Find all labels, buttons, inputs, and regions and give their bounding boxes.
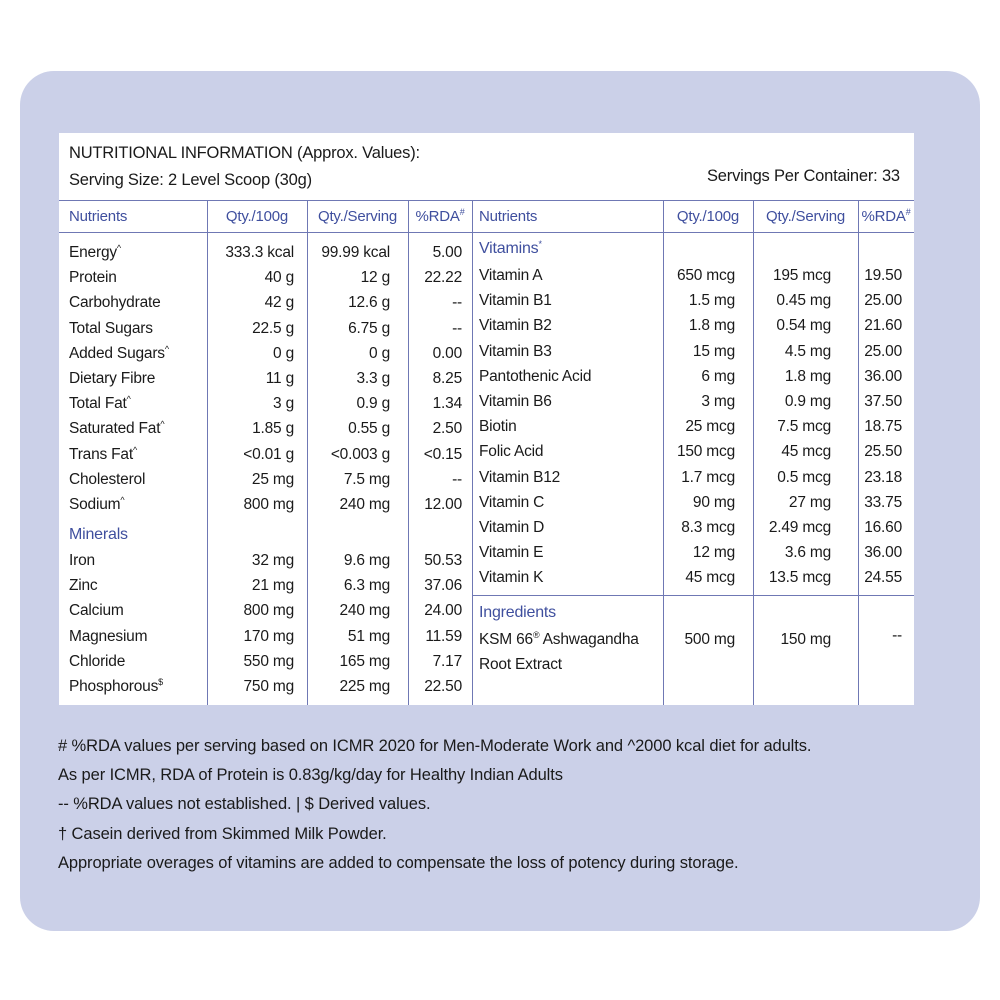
row-qty100: 22.5 g	[252, 319, 294, 337]
row-rda: --	[452, 319, 462, 337]
row-rda: 25.50	[864, 443, 902, 461]
serving-size: Serving Size: 2 Level Scoop (30g)	[69, 171, 312, 189]
row-name: Vitamin B3	[479, 342, 552, 360]
ingredient-rda: --	[892, 627, 902, 644]
row-qtyserving: 0.5 mcg	[777, 468, 831, 486]
row-qtyserving: 12 g	[360, 269, 390, 287]
row-qtyserving: 0.54 mg	[776, 317, 831, 335]
row-qty100: 12 mg	[692, 544, 735, 562]
row-rda: 11.59	[425, 627, 462, 645]
footnote-line: -- %RDA values not established. | $ Derived values.	[58, 795, 431, 814]
row-qtyserving: 27 mg	[788, 493, 831, 511]
row-name: Vitamin A	[479, 267, 543, 284]
col-header-rda: %RDA#	[415, 207, 465, 225]
col-header-rda: %RDA#	[861, 207, 911, 225]
row-qty100: 150 mcg	[676, 443, 735, 461]
row-name: Trans Fat^	[69, 444, 137, 463]
row-name: Carbohydrate	[69, 294, 161, 312]
row-qtyserving: 0.9 g	[356, 395, 390, 413]
row-name: Added Sugars^	[69, 343, 169, 362]
row-name: Total Fat^	[69, 394, 131, 413]
row-name: Magnesium	[69, 627, 148, 645]
row-qtyserving: 99.99 kcal	[321, 244, 390, 261]
row-qtyserving: 1.8 mg	[784, 367, 831, 385]
row-rda: 24.00	[424, 602, 462, 620]
row-qtyserving: 13.5 mcg	[768, 569, 831, 587]
ingredients-heading: Ingredients	[479, 604, 556, 621]
row-name: Saturated Fat^	[69, 419, 165, 438]
row-rda: 0.00	[432, 344, 462, 362]
row-qtyserving: 51 mg	[347, 627, 390, 645]
col-header-qty100: Qty./100g	[225, 208, 289, 225]
row-qty100: 550 mg	[243, 652, 294, 670]
row-name: Vitamin K	[479, 569, 544, 587]
row-qty100: 40 g	[264, 269, 294, 287]
row-qty100: 3 g	[273, 395, 294, 413]
row-name: Pantothenic Acid	[479, 367, 592, 385]
row-qty100: 1.8 mg	[688, 317, 735, 335]
row-name: Total Sugars	[69, 319, 153, 337]
row-qty100: 800 mg	[243, 602, 294, 620]
col-header-nutrients: Nutrients	[479, 208, 538, 225]
row-name: Biotin	[479, 418, 517, 436]
row-name: Folic Acid	[479, 443, 544, 461]
row-rda: 36.00	[864, 544, 902, 562]
row-qtyserving: 45 mcg	[781, 443, 831, 461]
row-qtyserving: 7.5 mg	[343, 470, 390, 488]
row-rda: 21.60	[864, 317, 902, 335]
rule-top	[59, 200, 914, 201]
row-qtyserving: 0 g	[369, 344, 390, 362]
row-qty100: 1.85 g	[252, 420, 294, 438]
row-name: Zinc	[69, 577, 98, 595]
row-qty100: <0.01 g	[243, 445, 294, 463]
row-rda: 16.60	[864, 519, 902, 536]
row-rda: 36.00	[864, 367, 902, 385]
row-rda: 19.50	[864, 267, 902, 284]
row-rda: 5.00	[432, 244, 462, 261]
row-qtyserving: 165 mg	[339, 652, 390, 670]
footnote-line: † Casein derived from Skimmed Milk Powder.	[58, 824, 387, 843]
row-qtyserving: 0.9 mg	[784, 393, 831, 410]
row-rda: 22.50	[424, 678, 462, 695]
row-name: Vitamin B1	[479, 292, 552, 310]
row-qty100: 11 g	[265, 370, 294, 387]
col-header-qtyserving: Qty./Serving	[317, 208, 398, 225]
row-name: Cholesterol	[69, 470, 146, 488]
row-qtyserving: 7.5 mcg	[777, 418, 831, 436]
row-qty100: 170 mg	[243, 627, 294, 645]
row-name: Energy^	[69, 243, 121, 261]
row-qtyserving: 195 mcg	[772, 267, 831, 284]
col-header-nutrients: Nutrients	[69, 208, 128, 225]
row-qty100: 15 mg	[692, 342, 735, 360]
ingredient-qtyserving: 150 mg	[780, 631, 831, 648]
row-qty100: 650 mcg	[676, 267, 735, 284]
row-name: Calcium	[69, 602, 124, 620]
row-rda: 37.50	[864, 393, 902, 410]
row-name: Phosphorous$	[69, 677, 163, 695]
row-qtyserving: 6.3 mg	[343, 577, 390, 595]
row-qty100: 0 g	[273, 344, 294, 362]
row-qty100: 21 mg	[251, 577, 294, 595]
row-qtyserving: 3.3 g	[356, 370, 390, 387]
row-rda: 24.55	[864, 569, 902, 587]
col-rule	[472, 200, 473, 705]
row-rda: 37.06	[424, 577, 462, 595]
row-qtyserving: 6.75 g	[348, 319, 390, 337]
vitamins-heading: Vitamins*	[479, 239, 542, 257]
footnote-line: As per ICMR, RDA of Protein is 0.83g/kg/day for Healthy Indian Adults	[58, 766, 563, 785]
row-rda: 25.00	[864, 292, 902, 310]
row-qtyserving: 4.5 mg	[784, 342, 831, 360]
row-rda: 2.50	[432, 420, 462, 438]
table-title: NUTRITIONAL INFORMATION (Approx. Values):	[69, 144, 420, 162]
row-rda: 18.75	[864, 418, 902, 436]
row-name: Vitamin C	[479, 493, 545, 511]
row-rda: 50.53	[424, 552, 462, 569]
row-rda: 33.75	[864, 493, 902, 511]
row-rda: <0.15	[423, 445, 462, 463]
row-rda: 12.00	[424, 496, 462, 513]
row-qty100: 25 mcg	[685, 418, 735, 436]
footnote-line: # %RDA values per serving based on ICMR 2020 for Men-Moderate Work and ^2000 kcal diet for adults.	[58, 737, 812, 755]
row-rda: 8.25	[432, 370, 462, 387]
row-rda: 22.22	[424, 269, 462, 287]
row-qtyserving: 0.45 mg	[776, 292, 831, 310]
row-qtyserving: <0.003 g	[330, 445, 390, 463]
row-rda: 1.34	[432, 395, 462, 413]
row-qtyserving: 240 mg	[339, 602, 390, 620]
nutrition-table	[59, 133, 914, 705]
row-qtyserving: 240 mg	[339, 496, 390, 513]
row-qty100: 8.3 mcg	[681, 519, 735, 536]
row-rda: 7.17	[432, 652, 462, 670]
row-name: Vitamin B12	[479, 468, 561, 486]
row-qty100: 3 mg	[701, 393, 735, 410]
row-qty100: 32 mg	[251, 552, 294, 569]
minerals-heading: Minerals	[69, 526, 128, 543]
row-name: Vitamin B2	[479, 317, 552, 335]
row-name: Chloride	[69, 652, 126, 670]
row-name: Sodium^	[69, 495, 125, 513]
ingredient-qty100: 500 mg	[684, 631, 735, 648]
row-rda: 25.00	[864, 342, 902, 360]
row-qty100: 1.5 mg	[688, 292, 735, 310]
col-header-qty100: Qty./100g	[676, 208, 740, 225]
row-rda: --	[452, 294, 462, 312]
servings-per-container: Servings Per Container: 33	[707, 167, 900, 185]
rule-ingredients	[472, 595, 914, 596]
row-qty100: 750 mg	[243, 678, 294, 695]
footnote-line: Appropriate overages of vitamins are added to compensate the loss of potency during storage.	[58, 853, 739, 872]
row-qty100: 333.3 kcal	[225, 244, 294, 261]
row-qtyserving: 225 mg	[339, 678, 390, 695]
row-qty100: 45 mcg	[685, 569, 735, 587]
row-rda: 23.18	[864, 468, 902, 486]
row-name: Iron	[69, 552, 95, 569]
row-name: Vitamin D	[479, 519, 545, 536]
ingredient-name: KSM 66® Ashwagandha	[479, 630, 639, 648]
row-rda: --	[452, 470, 462, 488]
row-name: Protein	[69, 269, 117, 287]
row-qtyserving: 0.55 g	[348, 420, 390, 438]
row-qty100: 25 mg	[251, 470, 294, 488]
row-name: Vitamin B6	[479, 393, 552, 410]
row-qty100: 42 g	[264, 294, 294, 312]
row-qty100: 6 mg	[701, 367, 735, 385]
row-qtyserving: 3.6 mg	[784, 544, 831, 562]
row-qtyserving: 2.49 mcg	[768, 519, 831, 536]
row-qty100: 1.7 mcg	[681, 468, 735, 486]
row-qtyserving: 12.6 g	[348, 294, 390, 312]
row-qtyserving: 9.6 mg	[343, 552, 390, 569]
row-name: Vitamin E	[479, 544, 544, 562]
col-header-qtyserving: Qty./Serving	[765, 208, 846, 225]
ingredient-name-line2: Root Extract	[479, 656, 562, 673]
row-name: Dietary Fibre	[69, 370, 156, 387]
row-qty100: 90 mg	[692, 493, 735, 511]
row-qty100: 800 mg	[243, 496, 294, 513]
rule-header-bottom	[59, 232, 914, 233]
